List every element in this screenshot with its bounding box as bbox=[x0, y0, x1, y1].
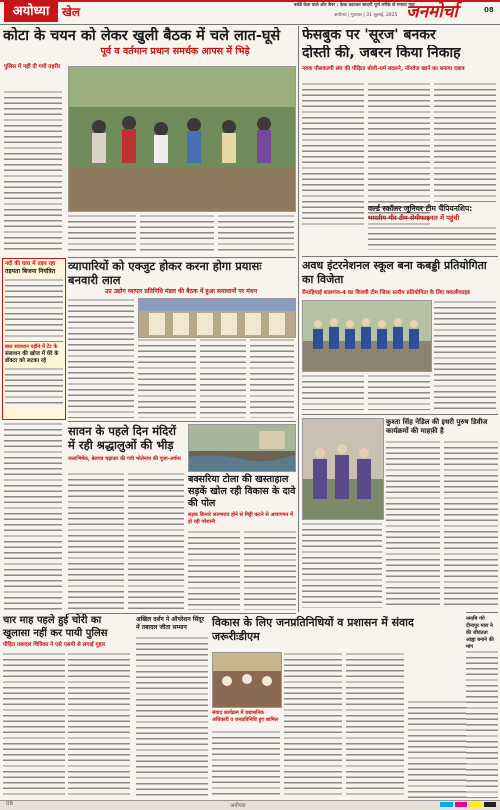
lead-bottom-rule bbox=[68, 257, 296, 258]
lead-photo bbox=[68, 66, 296, 212]
sidebar-box-heading-2: संसाधन की खोज में घेरे के bbox=[5, 351, 59, 357]
vikas-body-4 bbox=[408, 700, 466, 798]
vyapari-photo bbox=[138, 298, 296, 338]
sawan-headline: सावन के पहले दिन मंदिरों में रही श्रद्धालुओं की भीड़ bbox=[68, 424, 176, 452]
lead-subhead: पूर्व व वर्तमान प्रधान समर्थक आपस में भिड़े bbox=[100, 46, 250, 57]
vyapari-body-3 bbox=[200, 338, 246, 418]
sidebar-box bbox=[2, 258, 66, 420]
header-teaser: बर्थडे केक वाले और बैनर : केक काटकर सादगी पूर्ण तरीके से मनाया गया bbox=[294, 3, 415, 8]
akhil-body bbox=[136, 636, 208, 798]
vikas-headline: विकास के लिए जनप्रतिनिधियों व प्रशासन में संवाद जरूरीःडीएम bbox=[212, 616, 414, 643]
vikas-body-2 bbox=[284, 652, 342, 798]
vyapari-headline: व्यापारियों को एक्जुट होकर करना होगा प्रयासः बनवारी लाल bbox=[68, 259, 262, 287]
facebook-body-1 bbox=[302, 82, 364, 228]
footer-center-mark: अयोध्या bbox=[230, 803, 246, 809]
scholar-headline: वर्ल्ड स्कॉलर जूनियर टीम चैंपियनशिप: bbox=[368, 204, 473, 213]
lead-headline: कोटा के चयन को लेकर खुली बैठक में चले लात-घूसे bbox=[3, 28, 281, 44]
header-divider bbox=[0, 24, 500, 25]
scholar-body bbox=[368, 226, 496, 250]
gange-body bbox=[466, 650, 498, 798]
section-tab-ayodhya: अयोध्या bbox=[4, 2, 58, 22]
chor-body-1 bbox=[3, 652, 65, 798]
right-mid-rule bbox=[302, 414, 498, 415]
kabaddi-body-1 bbox=[434, 300, 496, 410]
kabaddi-photo bbox=[302, 300, 432, 372]
buxaria-body-1 bbox=[188, 530, 240, 610]
lead-body-col1 bbox=[4, 90, 62, 252]
vikas-body-1 bbox=[212, 730, 280, 798]
facebook-headline: फेसबुक पर 'सूरज' बनकर bbox=[302, 27, 436, 43]
vikas-subhead: संवाद कार्यक्रम में प्रशासनिक अधिकारी व जनप्रतिनिधि हुए शामिल bbox=[212, 710, 279, 723]
masthead: जनमोर्चा bbox=[406, 2, 458, 22]
sidebar-box-heading-3: डॉक्टर को लटका रहे bbox=[5, 358, 47, 364]
sidebar-col-mid bbox=[4, 422, 62, 612]
right-low-rule bbox=[466, 612, 498, 613]
vyapari-rule bbox=[68, 421, 296, 422]
vyapari-body-1 bbox=[68, 298, 134, 418]
vikas-photo bbox=[212, 652, 282, 708]
footer-registration-marks bbox=[440, 802, 496, 807]
right-low-body-1 bbox=[386, 440, 440, 608]
buxaria-headline: बक्सरिया टोला की खस्ताहाल सड़कें खोल रही विकास के दावे की पोल bbox=[188, 474, 296, 509]
vyapari-subhead: उप्र उद्योग व्यापार प्रतिनिधि मंडल की बैठक में हुआ समाधानों पर मंथन bbox=[104, 288, 258, 295]
buxaria-subhead: सड़क किनारे जलभराव होने से मिट्टी कटने से आवागमन में हो रही परेशानी bbox=[188, 512, 293, 525]
buxaria-photo bbox=[188, 424, 296, 472]
right-low-body-3 bbox=[302, 522, 382, 608]
akhil-headline: अखिल दर्शन ने ऑपरेशन सिंदूर में तबादल जीता सम्मान bbox=[136, 616, 205, 631]
facebook-headline-2: दोस्ती की, जबरन किया निकाह bbox=[302, 45, 461, 61]
facebook-subhead: नवक पीसकल्पी संघ की पीड़िता बोली-धर्म बदलने, नॉनवेज खाने का बनाया दबाव bbox=[302, 66, 465, 72]
column-rule bbox=[298, 26, 299, 612]
lead-body-col4 bbox=[218, 214, 294, 254]
lead-body-col3 bbox=[140, 214, 214, 254]
lead-kicker: पुलिस में नहीं दी गयी तहरीर bbox=[4, 64, 61, 70]
section-tab-khel: खेल bbox=[62, 5, 80, 19]
sidebar-box-heading: तड़पता बिजना नियंत्रित bbox=[5, 268, 56, 275]
right-low-headline: कुश्ता सिंह नेडिल की इधरी पुरुष डिवीज कार्यक्रमों की माहफ़ी है bbox=[386, 418, 488, 435]
sidebar-box-kicker-2: बाल सावधान पड़ीने में टेंट के bbox=[5, 344, 58, 350]
right-top-rule bbox=[302, 256, 498, 257]
mid-left-rule bbox=[68, 613, 296, 614]
kabaddi-headline: अवध इंटरनेशनल स्कूल बना कबड्डी प्रतियोगिता का विजेता bbox=[302, 259, 487, 286]
sawan-body-1 bbox=[68, 472, 124, 610]
vikas-body-3 bbox=[346, 652, 404, 798]
sawan-subhead: जलाभिषेक, बेलपत्र चढ़ाकर की गयी भोलेनाथ की पूजा-अर्चना bbox=[68, 456, 181, 462]
page-number: 08 bbox=[484, 6, 494, 14]
facebook-body-3 bbox=[434, 82, 496, 202]
gange-headline: नमामि गंगे दीनापुर मारा ने की जीवंतता आह्वा बनाने की मांग bbox=[466, 616, 494, 650]
sidebar-box-body-2 bbox=[5, 367, 63, 407]
right-low-photo bbox=[302, 418, 384, 520]
lead-body-col2 bbox=[68, 214, 136, 254]
chor-kicker: पीड़ित तबादल चित्रिका ने एसे एसपी से लगाई गुहार bbox=[3, 642, 106, 648]
vyapari-body-2 bbox=[138, 338, 196, 418]
sidebar-box-kicker: नदी की धारा में तड़प रहा bbox=[5, 261, 56, 267]
footer-page-mark: 08 bbox=[6, 801, 13, 807]
sawan-body-2 bbox=[128, 472, 184, 610]
chor-body-2 bbox=[68, 652, 130, 798]
kabaddi-subhead: रौनाहियाई शालगंज-4 का विजयी टीम जिला स्तरीय प्रतियोगिता के लिए क्वालीफाइड bbox=[302, 290, 470, 296]
buxaria-body-2 bbox=[244, 530, 296, 610]
date-line: अयोध्या | गुरुवार | 31 जुलाई, 2025 bbox=[334, 13, 398, 18]
right-low-body-2 bbox=[444, 440, 498, 608]
scholar-subhead: भारतीय मीर टीम सेमीफाइनल में पहुंची bbox=[368, 214, 460, 222]
sidebar-box-body bbox=[5, 278, 63, 342]
kabaddi-body-2 bbox=[302, 374, 364, 410]
chor-headline: चार माह पहले हुई चोरी का खुलासा नहीं कर पायी पुलिस bbox=[3, 615, 108, 639]
kabaddi-body-3 bbox=[368, 374, 430, 410]
vyapari-body-4 bbox=[250, 338, 294, 418]
